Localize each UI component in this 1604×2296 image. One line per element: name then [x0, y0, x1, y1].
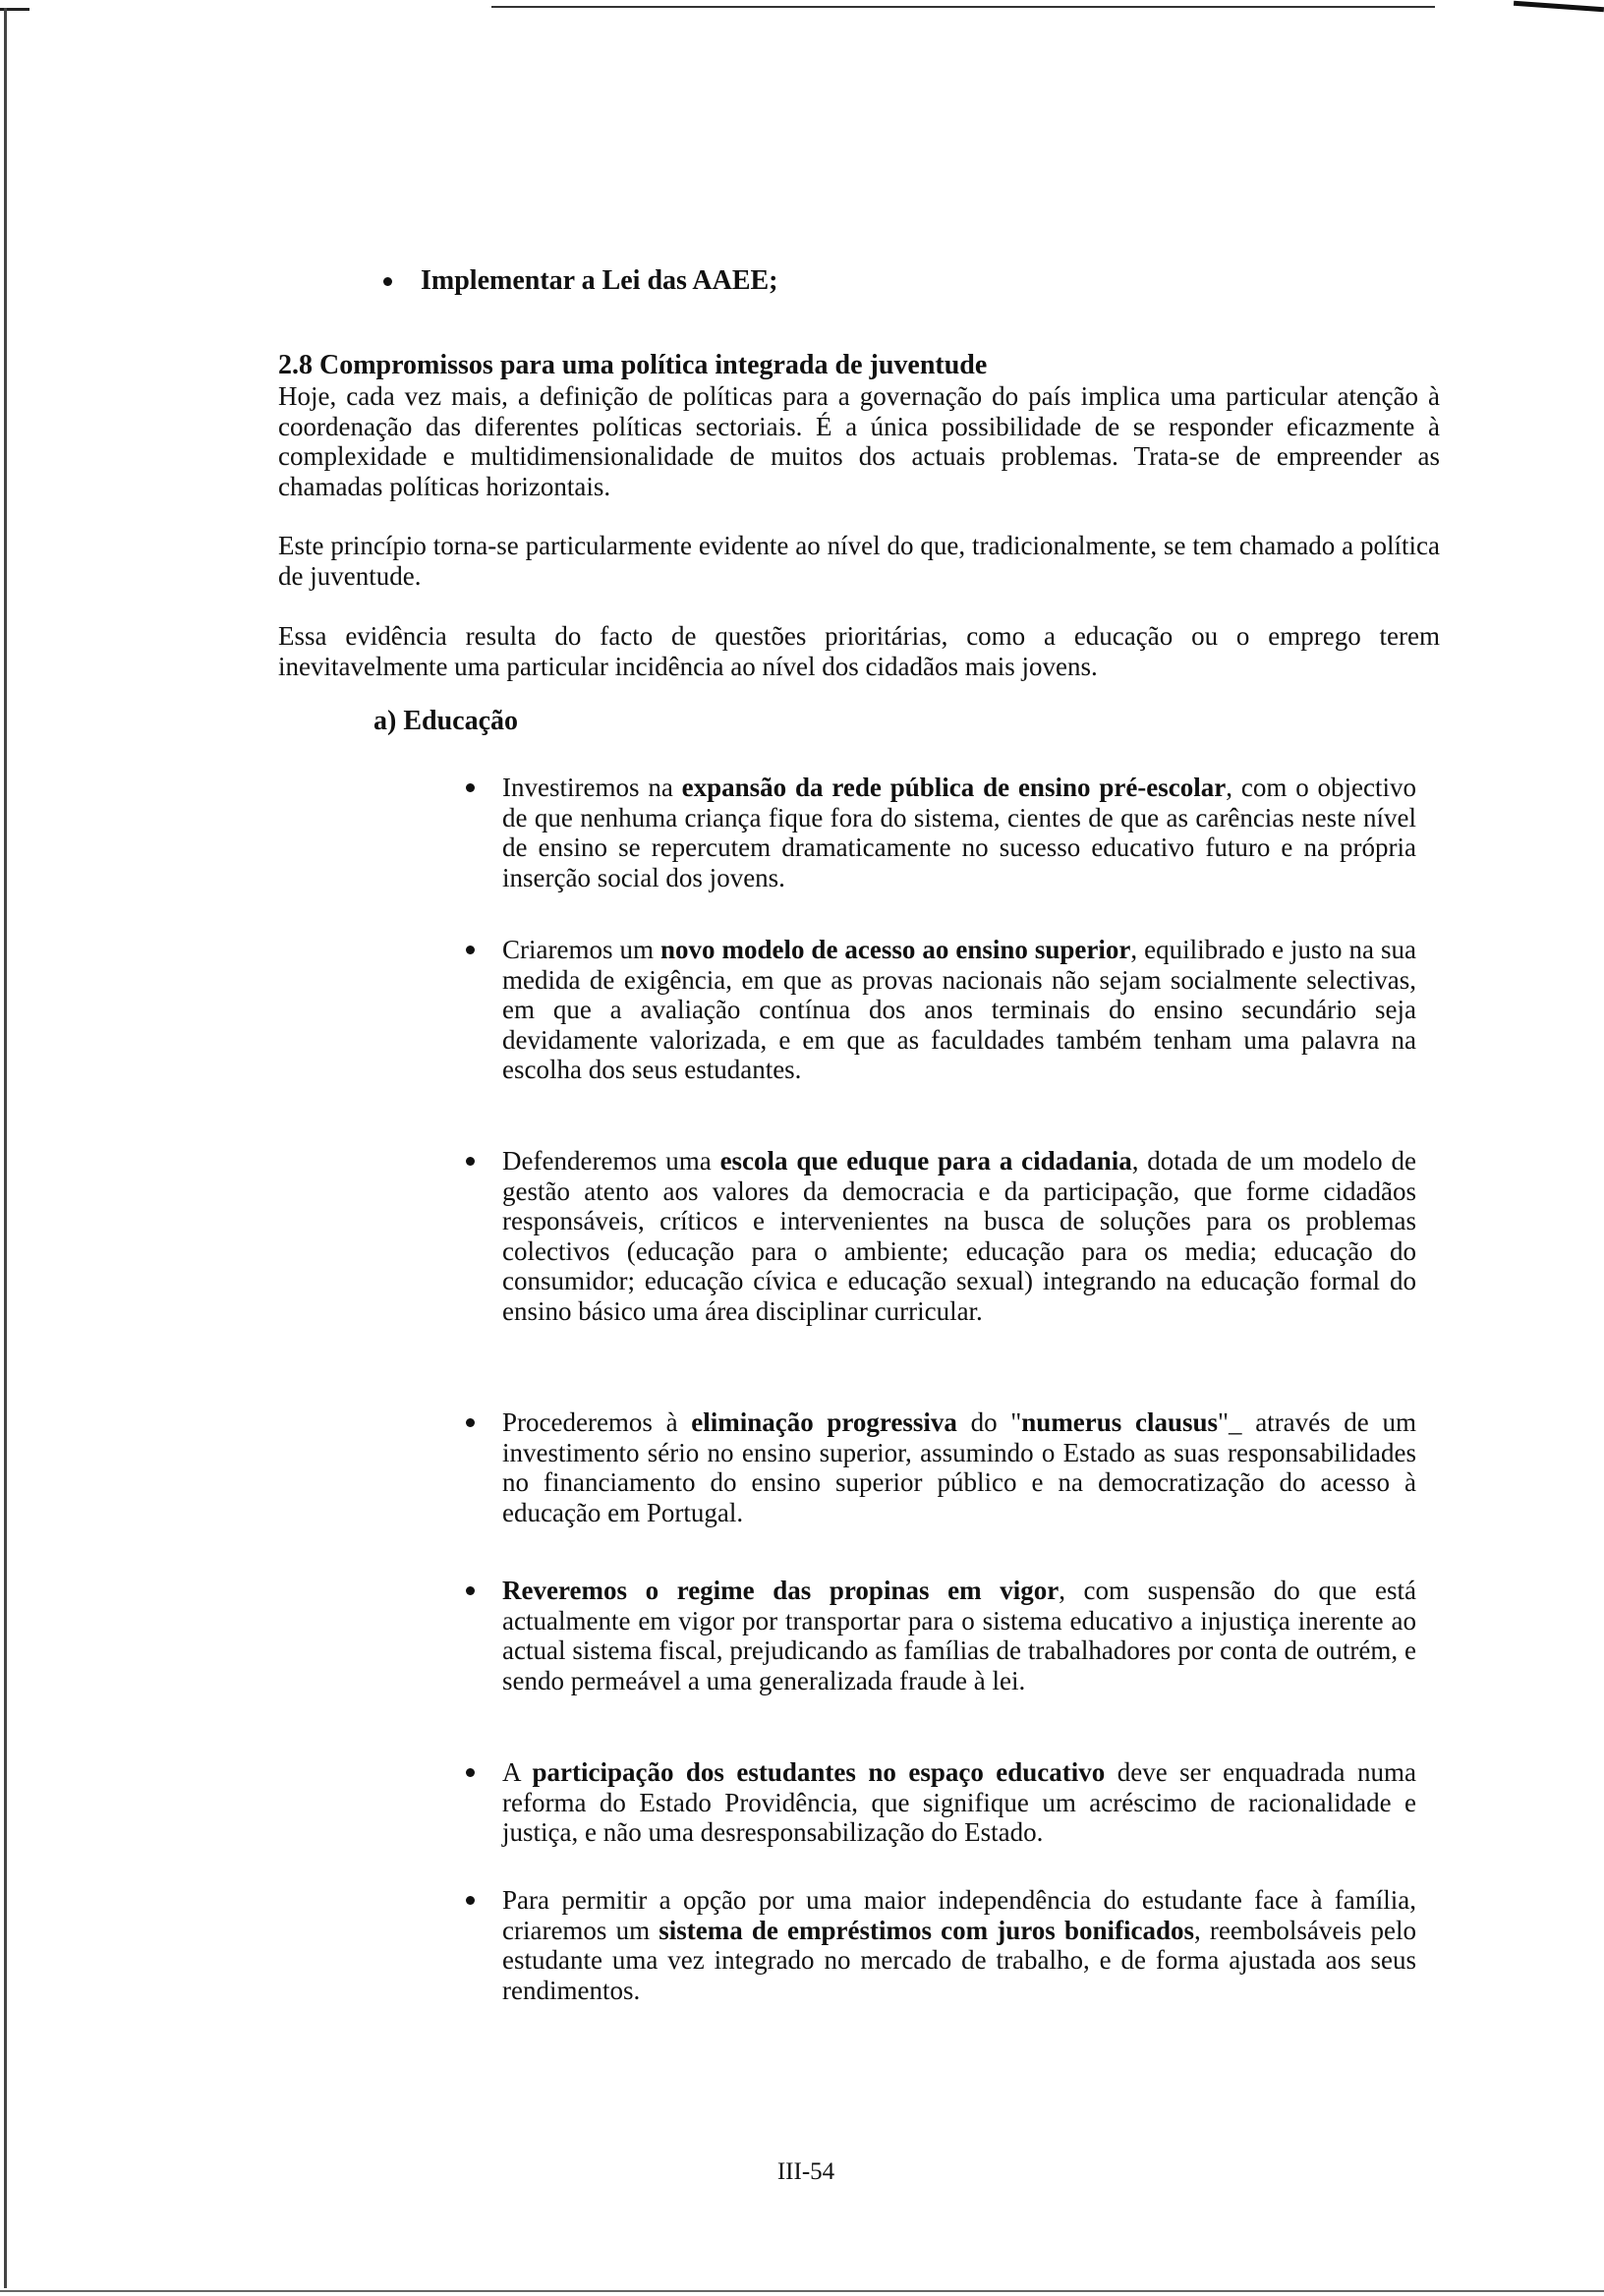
scan-edge-left	[4, 8, 7, 2288]
scan-edge-top	[491, 6, 1435, 8]
list-item	[502, 773, 1416, 892]
text: deve ser enquadrada numa reforma do Estado Providência, que signifique um acréscimo de racionalidade e justiça, e não uma desresponsabilização do Estado.	[502, 1757, 1416, 1847]
bold-text: Reveremos o regime das propinas em vigor	[502, 1576, 1060, 1605]
bullet-icon	[383, 277, 392, 286]
bullet-icon	[466, 946, 475, 954]
subheading-educacao: a) Educação	[373, 706, 518, 736]
paragraph: Este princípio torna-se particularmente evidente ao nível do que, tradicionalmente, se tem chamado a política de juventude.	[278, 531, 1440, 591]
text: Investiremos na	[502, 773, 682, 802]
list-item	[502, 935, 1416, 1085]
paragraph: Hoje, cada vez mais, a definição de políticas para a governação do país implica uma particular atenção à coordenação das diferentes políticas sectoriais. É a única possibilidade de se responder eficazmente à complexidade e multidimensionalidade de muitos dos actuais problemas. Trata-se de empreender as chamadas políticas horizontais.	[278, 381, 1440, 501]
top-bullet-text: Implementar a Lei das AAEE;	[421, 265, 778, 296]
text: , dotada de um modelo de gestão atento aos valores da democracia e da participação, que forme cidadãos responsáveis, críticos e intervenientes na busca de soluções para os problemas colectivos (educação para o ambiente; educação para os media; educação do consumidor; educação cívica e educação sexual) integrando na educação formal do ensino básico uma área disciplinar curricular.	[502, 1146, 1416, 1326]
bullet-icon	[466, 1418, 475, 1427]
text: Procederemos à	[502, 1407, 692, 1437]
bullet-icon	[466, 1586, 475, 1595]
section-heading: 2.8 Compromissos para uma política integrada de juventude	[278, 350, 988, 380]
scan-edge-top-right	[1514, 1, 1604, 12]
list-item	[502, 1407, 1416, 1527]
text: , equilibrado e justo na sua medida de exigência, em que as provas nacionais não sejam socialmente selectivas, em que a avaliação contínua dos anos terminais do ensino secundário seja devidamente valorizada, e em que as faculdades também tenham uma palavra na escolha dos seus estudantes.	[502, 935, 1417, 1084]
bold-text: participação dos estudantes no espaço educativo	[532, 1757, 1106, 1787]
bold-text: novo modelo de acesso ao ensino superior	[659, 935, 1131, 964]
list-item	[502, 1576, 1416, 1695]
text: Defenderemos uma	[502, 1146, 720, 1176]
text: Criaremos um	[502, 935, 660, 964]
text: , com o objectivo de que nenhuma criança fique fora do sistema, cientes de que as carências neste nível de ensino se repercutem dramaticamente no sucesso educativo futuro e na própria inserção social dos jovens.	[502, 773, 1417, 892]
page-number: III-54	[776, 2158, 835, 2185]
scan-edge-bottom	[0, 2290, 1604, 2292]
bullet-icon	[466, 1157, 475, 1166]
list-item	[502, 1757, 1416, 1848]
text: , com suspensão do que está actualmente em vigor por transportar para o sistema educativo a injustiça inerente ao actual sistema fiscal, prejudicando as famílias de trabalhadores por conta de outrém, e sendo permeável a uma generalizada fraude à lei.	[502, 1576, 1416, 1695]
text: do "	[956, 1407, 1022, 1437]
bold-text: eliminação progressiva	[691, 1407, 957, 1437]
text: , reembolsáveis pelo estudante uma vez integrado no mercado de trabalho, e de forma ajustada aos seus rendimentos.	[502, 1915, 1416, 2005]
bold-text: expansão da rede pública de ensino pré-escolar	[681, 773, 1227, 802]
text: A	[502, 1757, 533, 1787]
bullet-icon	[466, 1896, 475, 1905]
bullet-icon	[466, 1768, 475, 1777]
paragraph: Essa evidência resulta do facto de questões prioritárias, como a educação ou o emprego terem inevitavelmente uma particular incidência ao nível dos cidadãos mais jovens.	[278, 621, 1440, 681]
text: Para permitir a opção por uma maior independência do estudante face à família, criaremos um	[502, 1885, 1416, 1945]
text: "_ através de um investimento sério no ensino superior, assumindo o Estado as suas responsabilidades no financiamento do ensino superior público e na democratização do acesso à educação em Portugal.	[502, 1407, 1416, 1527]
top-bullet-item	[421, 265, 778, 297]
bold-text: numerus clausus	[1021, 1407, 1218, 1437]
bold-text: sistema de empréstimos com juros bonificados	[659, 1915, 1194, 1945]
list-item	[502, 1885, 1416, 2005]
bold-text: escola que eduque para a cidadania	[719, 1146, 1132, 1176]
bullet-icon	[466, 783, 475, 792]
list-item	[502, 1146, 1416, 1326]
